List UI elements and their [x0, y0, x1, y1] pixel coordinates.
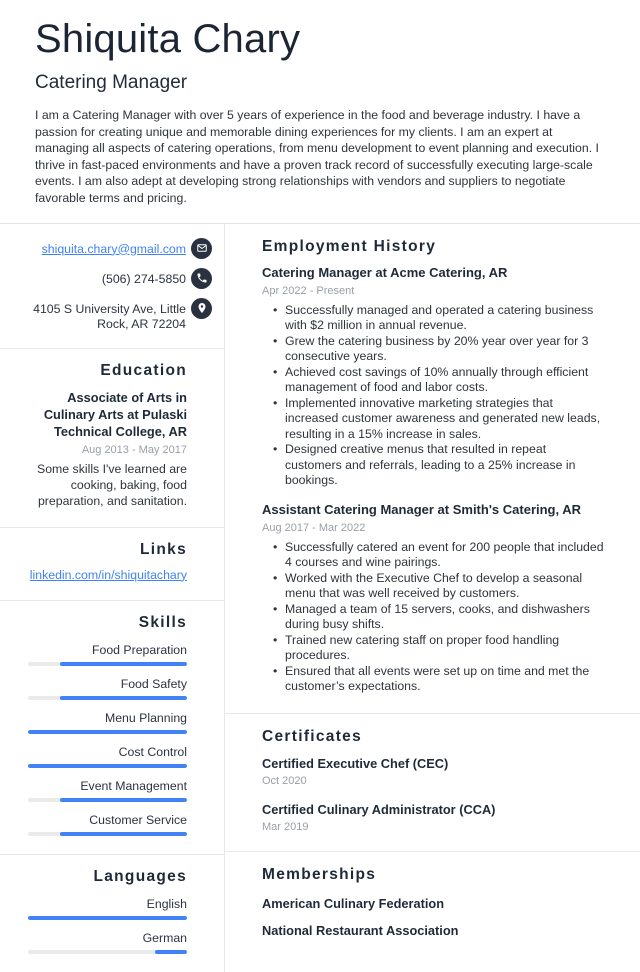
skill-meter-fill: [60, 798, 187, 802]
job-bullet: • Designed creative menus that resulted in repeat customers and referrals, leading to a 25% increase in bookings.: [262, 442, 605, 489]
languages-heading: Languages: [93, 867, 187, 885]
profile-summary: I am a Catering Manager with over 5 years of experience in the food and beverage industry. I have a passion for creating unique and memorable dining experiences for my clients. I am an expert at managing all aspects of catering operations, from menu development to event planning and execution. I thrive in fast-paced environments and have a proven track record of successfully executing large-scale events. I am also adept at developing strong relationships with vendors and suppliers to negotiate favorable terms and pricing.: [35, 108, 599, 205]
languages-section: [0, 854, 224, 972]
envelope-icon: [191, 238, 212, 259]
location-pin-icon: [191, 298, 212, 319]
links-section: [0, 527, 224, 600]
email-link[interactable]: shiquita.chary@gmail.com: [41, 241, 186, 256]
job-bullet: • Implemented innovative marketing strategies that increased customer awareness and generated new leads, resulting in a 15% increase in sales.: [262, 396, 605, 443]
memberships-section: [225, 851, 640, 956]
skills-list: [28, 643, 187, 836]
skill-meter-fill: [60, 662, 187, 666]
skills-heading: Skills: [138, 613, 187, 631]
skill-label: Customer Service: [89, 812, 187, 827]
education-section: [0, 348, 224, 527]
skill-item: [28, 643, 187, 666]
job-bullet: • Managed a team of 15 servers, cooks, and dishwashers during busy shifts.: [262, 602, 605, 633]
certificate-title: Certified Culinary Administrator (CCA): [262, 801, 496, 817]
phone-icon: [191, 268, 212, 289]
job-entry: [262, 502, 605, 695]
resume-body: [0, 224, 640, 972]
job-bullet: • Successfully managed and operated a catering business with $2 million in annual revenue.: [262, 303, 605, 334]
skill-meter-track: [28, 764, 187, 768]
job-bullet: • Successfully catered an event for 200 people that included 4 courses and wine pairings.: [262, 540, 605, 571]
language-label: German: [142, 930, 187, 945]
job-dates: Aug 2017 - Mar 2022: [262, 521, 366, 534]
person-name: Shiquita Chary: [35, 17, 301, 61]
skill-item: [28, 745, 187, 768]
employment-heading: Employment History: [262, 237, 437, 255]
contact-address-row: [28, 298, 212, 332]
job-dates: Apr 2022 - Present: [262, 284, 355, 297]
skill-label: Cost Control: [118, 744, 187, 759]
skill-meter-fill: [28, 730, 187, 734]
membership-entry: National Restaurant Association: [262, 922, 459, 938]
skill-item: [28, 711, 187, 734]
job-bullet-list: [262, 540, 605, 695]
skill-label: Food Preparation: [91, 642, 187, 657]
language-meter-track: [28, 916, 187, 920]
certificate-title: Certified Executive Chef (CEC): [262, 755, 449, 771]
skill-meter-track: [28, 662, 187, 666]
resume-header: [0, 0, 640, 224]
education-dates: Aug 2013 - May 2017: [81, 443, 187, 456]
skill-meter-track: [28, 696, 187, 700]
skill-meter-track: [28, 832, 187, 836]
skill-meter-track: [28, 798, 187, 802]
skill-meter-fill: [60, 832, 187, 836]
skill-label: Menu Planning: [104, 710, 187, 725]
skill-item: [28, 779, 187, 802]
certificate-date: Oct 2020: [262, 774, 307, 787]
skill-meter-fill: [60, 696, 187, 700]
education-degree: Associate of Arts in Culinary Arts at Pulaski Technical College, AR: [43, 389, 187, 439]
sidebar: [0, 224, 225, 972]
contact-section: [0, 224, 224, 348]
contact-phone-row: [28, 268, 212, 289]
skill-label: Food Safety: [120, 676, 187, 691]
skill-meter-track: [28, 730, 187, 734]
membership-entry: American Culinary Federation: [262, 895, 445, 911]
employment-section: [225, 224, 640, 713]
language-meter-fill: [28, 916, 187, 920]
language-item: [28, 931, 187, 954]
languages-list: [28, 897, 187, 954]
job-bullet: • Trained new catering staff on proper food handling procedures.: [262, 633, 605, 664]
language-meter-fill: [155, 950, 187, 954]
skill-item: [28, 813, 187, 836]
job-bullet: • Ensured that all events were set up on time and met the customer’s expectations.: [262, 664, 605, 695]
education-heading: Education: [100, 361, 187, 379]
person-job-title: Catering Manager: [35, 72, 188, 93]
phone-number: (506) 274-5850: [101, 271, 186, 286]
main-column: [225, 224, 640, 972]
postal-address: 4105 S University Ave, Little Rock, AR 72204: [33, 301, 186, 331]
contact-email-row: [28, 238, 212, 259]
education-description: Some skills I've learned are cooking, baking, food preparation, and sanitation.: [37, 461, 187, 508]
links-heading: Links: [140, 540, 187, 558]
language-item: [28, 897, 187, 920]
certificate-entry: [262, 802, 605, 833]
certificate-entry: [262, 756, 605, 787]
certificate-date: Mar 2019: [262, 820, 309, 833]
language-label: English: [146, 896, 187, 911]
link-item: [28, 568, 187, 582]
job-entry: [262, 265, 605, 489]
certificates-section: [225, 713, 640, 851]
job-bullet: • Achieved cost savings of 10% annually through efficient management of food and labor costs.: [262, 365, 605, 396]
job-title: Catering Manager at Acme Catering, AR: [262, 264, 508, 280]
linkedin-link[interactable]: linkedin.com/in/shiquitachary: [29, 567, 187, 582]
skills-section: [0, 600, 224, 854]
memberships-list: [262, 896, 605, 938]
job-bullet: • Worked with the Executive Chef to develop a seasonal menu that was well received by customers.: [262, 571, 605, 602]
skill-label: Event Management: [80, 778, 187, 793]
memberships-heading: Memberships: [262, 865, 377, 883]
certificates-heading: Certificates: [262, 727, 363, 745]
language-meter-track: [28, 950, 187, 954]
job-bullet-list: [262, 303, 605, 489]
skill-item: [28, 677, 187, 700]
job-title: Assistant Catering Manager at Smith's Catering, AR: [262, 501, 582, 517]
job-bullet: • Grew the catering business by 20% year over year for 3 consecutive years.: [262, 334, 605, 365]
skill-meter-fill: [28, 764, 187, 768]
